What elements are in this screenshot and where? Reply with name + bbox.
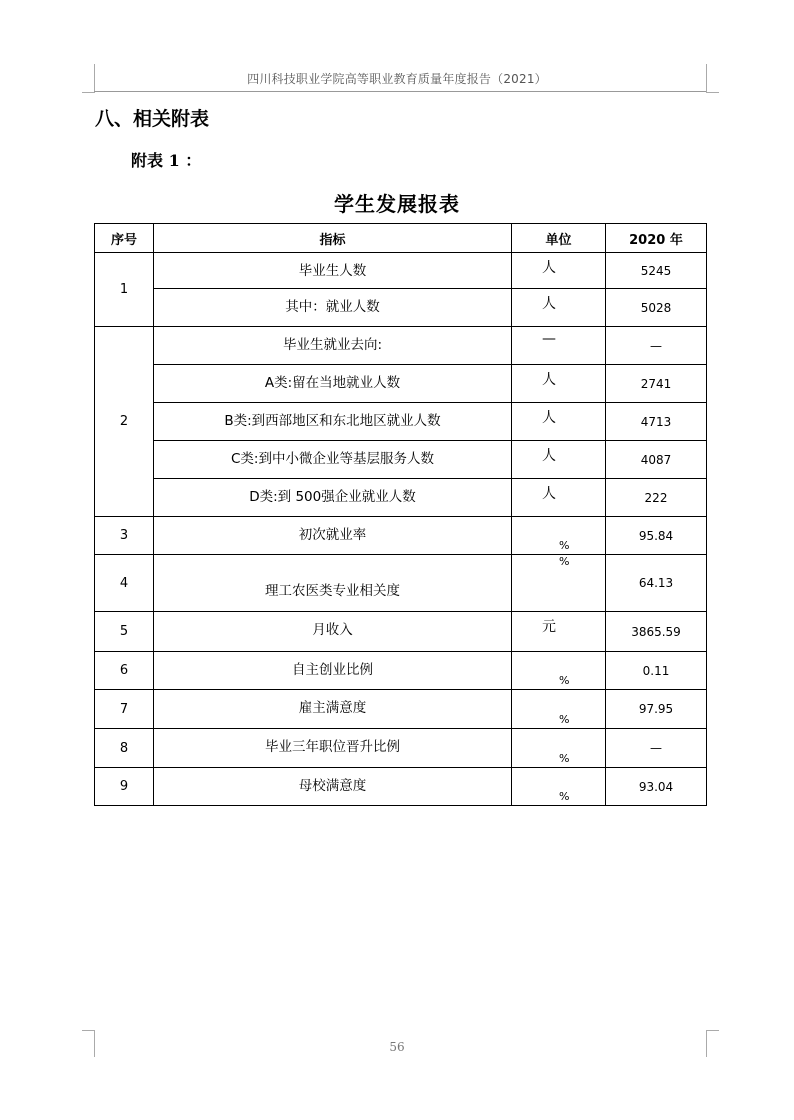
table-title: 学生发展报表	[334, 192, 460, 216]
value-cell: 97.95	[606, 690, 707, 729]
seq-cell: 7	[95, 690, 154, 729]
header-year: 2020 年	[606, 224, 707, 253]
value-cell: 95.84	[606, 517, 707, 555]
table-row	[95, 479, 707, 517]
value-cell: 0.11	[606, 652, 707, 690]
indicator-cell: 其中：就业人数	[154, 289, 512, 327]
table-row	[95, 729, 707, 768]
student-development-table	[94, 223, 707, 806]
seq-cell: 1	[95, 253, 154, 327]
value-cell: 3865.59	[606, 612, 707, 652]
unit-cell: 人	[512, 289, 606, 327]
table-row	[95, 555, 707, 612]
header-seq: 序号	[95, 224, 154, 253]
table-row	[95, 517, 707, 555]
table-row	[95, 652, 707, 690]
table-body	[95, 253, 707, 806]
value-cell: 64.13	[606, 555, 707, 612]
indicator-cell: 毕业生就业去向:	[154, 327, 512, 365]
seq-cell: 4	[95, 555, 154, 612]
indicator-cell: 初次就业率	[154, 517, 512, 555]
seq-cell: 9	[95, 768, 154, 806]
header-divider	[94, 91, 706, 92]
unit-cell: 人	[512, 479, 606, 517]
header-unit: 单位	[512, 224, 606, 253]
seq-cell: 5	[95, 612, 154, 652]
unit-cell: 人	[512, 253, 606, 289]
unit-cell: %	[512, 729, 606, 768]
indicator-cell: 毕业生人数	[154, 253, 512, 289]
table-row	[95, 289, 707, 327]
value-cell: 5028	[606, 289, 707, 327]
unit-cell: %	[512, 690, 606, 729]
table-row	[95, 327, 707, 365]
indicator-cell: C类:到中小微企业等基层服务人数	[154, 441, 512, 479]
indicator-cell: 母校满意度	[154, 768, 512, 806]
section-heading: 八、相关附表	[95, 108, 210, 130]
unit-cell: %	[512, 555, 606, 612]
running-header: 四川科技职业学院高等职业教育质量年度报告（2021）	[247, 72, 547, 86]
indicator-cell: D类:到 500强企业就业人数	[154, 479, 512, 517]
table-row	[95, 690, 707, 729]
table-header-row	[95, 224, 707, 253]
seq-cell: 8	[95, 729, 154, 768]
value-cell: —	[606, 729, 707, 768]
table-row	[95, 441, 707, 479]
indicator-cell: A类:留在当地就业人数	[154, 365, 512, 403]
seq-cell: 2	[95, 327, 154, 517]
seq-cell: 3	[95, 517, 154, 555]
unit-cell: %	[512, 517, 606, 555]
table-row	[95, 768, 707, 806]
value-cell: 2741	[606, 365, 707, 403]
table-row	[95, 612, 707, 652]
indicator-cell: 雇主满意度	[154, 690, 512, 729]
seq-cell: 6	[95, 652, 154, 690]
unit-cell: %	[512, 652, 606, 690]
table-row	[95, 253, 707, 289]
table-row	[95, 365, 707, 403]
table-row	[95, 403, 707, 441]
unit-cell: 人	[512, 403, 606, 441]
unit-cell: 元	[512, 612, 606, 652]
value-cell: 5245	[606, 253, 707, 289]
unit-cell: —	[512, 327, 606, 365]
value-cell: 222	[606, 479, 707, 517]
value-cell: 4713	[606, 403, 707, 441]
unit-cell: 人	[512, 365, 606, 403]
indicator-cell: 理工农医类专业相关度	[154, 555, 512, 612]
indicator-cell: 毕业三年职位晋升比例	[154, 729, 512, 768]
unit-cell: %	[512, 768, 606, 806]
value-cell: 93.04	[606, 768, 707, 806]
header-indicator: 指标	[154, 224, 512, 253]
indicator-cell: B类:到西部地区和东北地区就业人数	[154, 403, 512, 441]
value-cell: —	[606, 327, 707, 365]
indicator-cell: 自主创业比例	[154, 652, 512, 690]
indicator-cell: 月收入	[154, 612, 512, 652]
unit-cell: 人	[512, 441, 606, 479]
value-cell: 4087	[606, 441, 707, 479]
page-number: 56	[389, 1040, 405, 1054]
appendix-label: 附表 1 ：	[131, 151, 202, 170]
